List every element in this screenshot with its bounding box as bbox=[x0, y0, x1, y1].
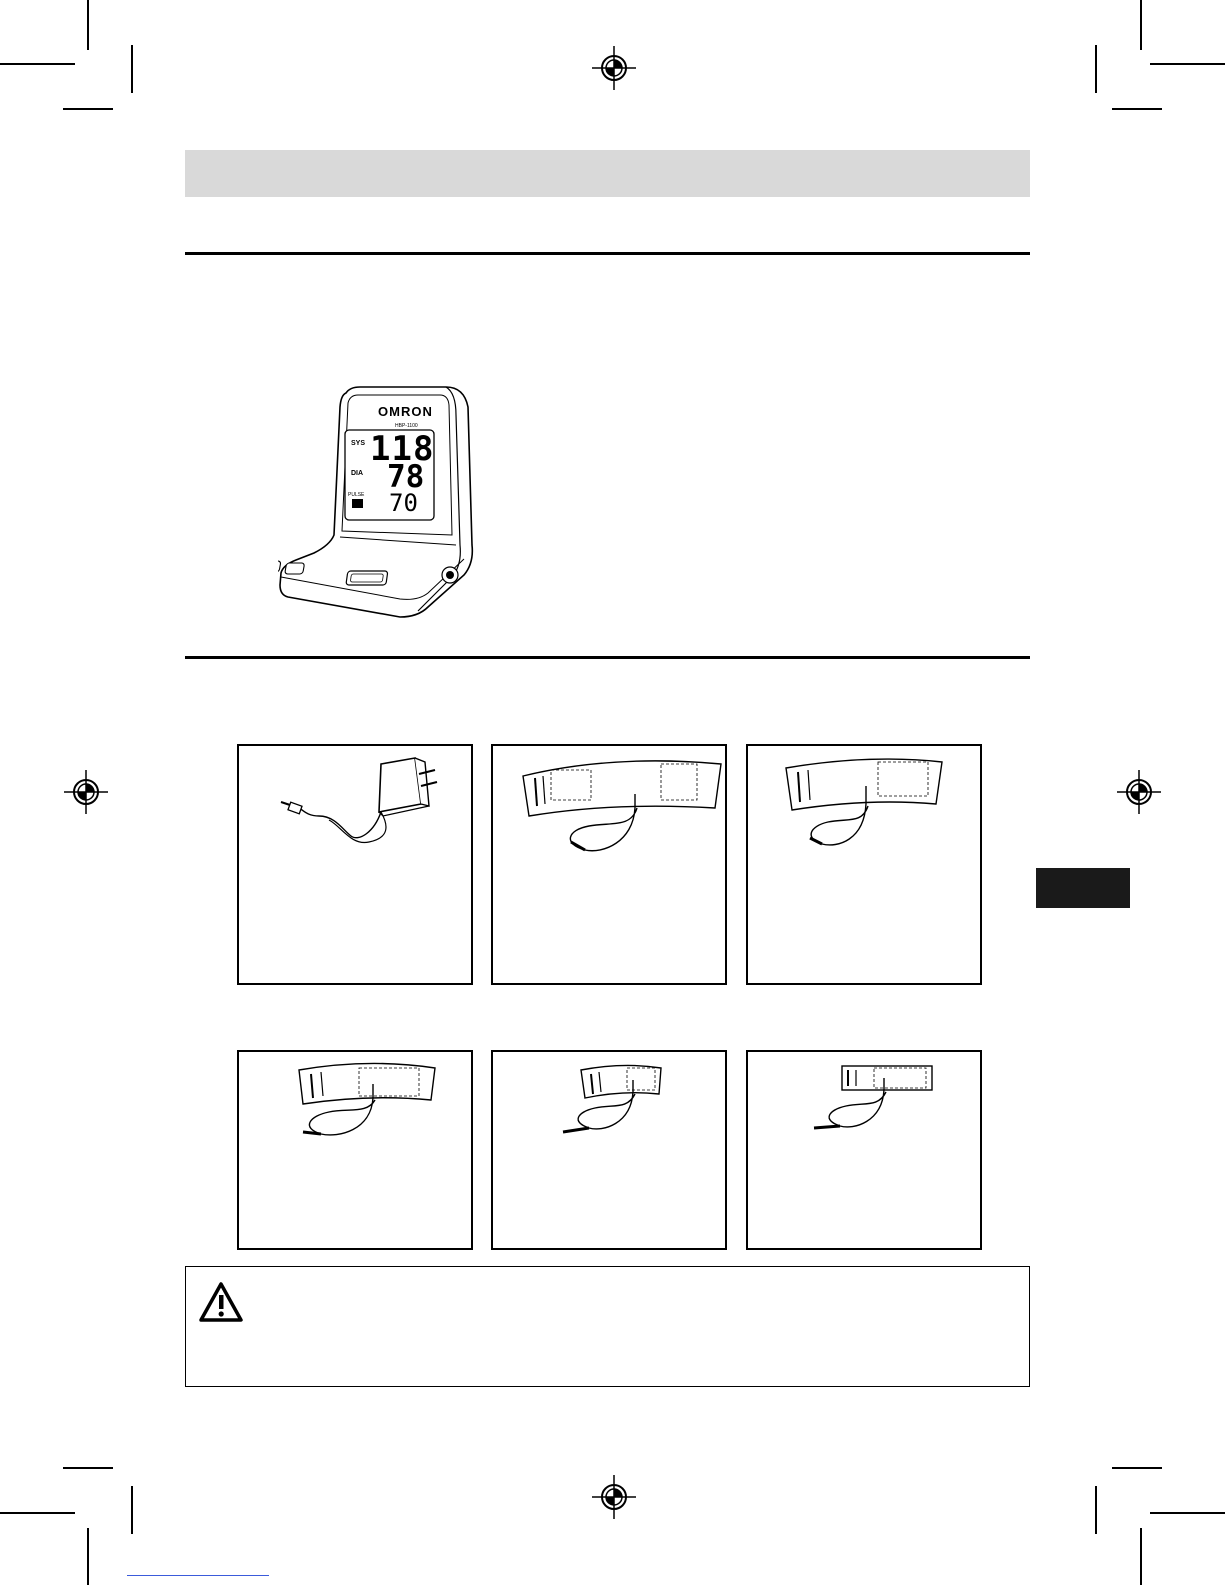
crop-mark bbox=[0, 63, 75, 65]
footer-link-underline bbox=[127, 1575, 269, 1576]
crop-mark bbox=[131, 45, 133, 93]
crop-mark bbox=[1095, 45, 1097, 93]
crop-mark bbox=[87, 1528, 89, 1585]
registration-mark-icon bbox=[592, 46, 636, 90]
registration-mark-icon bbox=[592, 1475, 636, 1519]
device-model: HBP-1100 bbox=[395, 423, 418, 429]
crop-mark bbox=[0, 1512, 75, 1514]
crop-mark bbox=[87, 0, 89, 50]
crop-mark bbox=[1150, 63, 1225, 65]
pulse-heart-icon bbox=[352, 499, 363, 508]
component-box-cuff-l bbox=[746, 744, 982, 985]
cuff-xl-icon bbox=[493, 746, 729, 987]
component-box-cuff-m bbox=[237, 1050, 473, 1250]
pulse-label: PULSE bbox=[348, 492, 365, 498]
warning-triangle-icon bbox=[198, 1281, 244, 1323]
registration-mark-icon bbox=[64, 770, 108, 814]
crop-mark bbox=[1112, 1467, 1162, 1469]
cuff-xs-icon bbox=[748, 1052, 984, 1252]
crop-mark bbox=[1140, 1528, 1142, 1585]
crop-mark bbox=[1140, 0, 1142, 50]
blood-pressure-monitor-illustration bbox=[278, 385, 478, 625]
warning-box bbox=[185, 1266, 1030, 1387]
section-header-band bbox=[185, 150, 1030, 197]
registration-mark-icon bbox=[1117, 770, 1161, 814]
section-divider bbox=[185, 252, 1030, 255]
crop-mark bbox=[63, 108, 113, 110]
cuff-m-icon bbox=[239, 1052, 475, 1252]
section-divider bbox=[185, 656, 1030, 659]
section-tab-marker bbox=[1036, 868, 1130, 908]
pulse-readout: 70 bbox=[389, 489, 418, 517]
crop-mark bbox=[63, 1467, 113, 1469]
crop-mark bbox=[1150, 1512, 1225, 1514]
cuff-l-icon bbox=[748, 746, 984, 987]
device-brand: OMRON bbox=[378, 404, 433, 419]
component-box-cuff-s bbox=[491, 1050, 727, 1250]
component-box-cuff-xl bbox=[491, 744, 727, 985]
component-box-ac-adapter bbox=[237, 744, 473, 985]
component-box-cuff-xs bbox=[746, 1050, 982, 1250]
ac-adapter-icon bbox=[239, 746, 475, 987]
systolic-label: SYS bbox=[351, 440, 366, 447]
systolic-readout: 118 bbox=[370, 429, 435, 469]
diastolic-label: DIA bbox=[351, 470, 364, 477]
diastolic-readout: 78 bbox=[387, 459, 425, 495]
crop-mark bbox=[1095, 1486, 1097, 1534]
crop-mark bbox=[131, 1486, 133, 1534]
cuff-s-icon bbox=[493, 1052, 729, 1252]
crop-mark bbox=[1112, 108, 1162, 110]
